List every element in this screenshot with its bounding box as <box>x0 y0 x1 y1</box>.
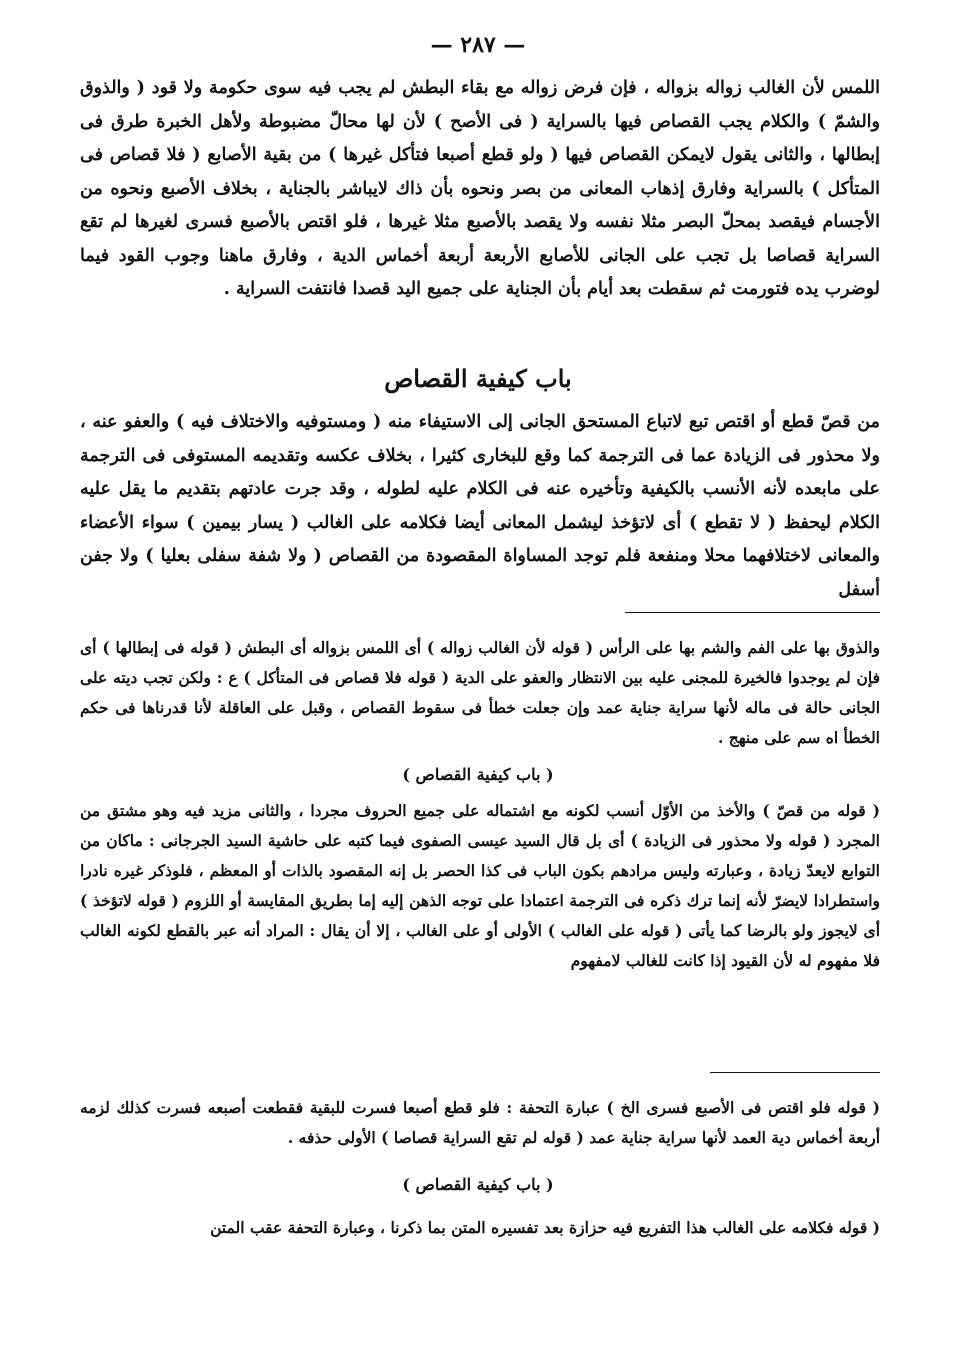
commentary-paragraph: والذوق بها على الفم والشم بها على الرأس ( قوله لأن الغالب زواله ) أى اللمس بزواله أى البطش ( قوله فى إبطالها ) أى فإن لم يوجدوا فالخيرة للمجنى عليه بين الانتظار والعفو على الدية ( قوله فلا قصاص فى المتأكل ) ع : ولكن تجب ديته على الجانى حالة فى ماله لأنها سراية جناية عمد وإن جعلت خطأ فى سقوط القصاص ، وقبل على العاقلة لأنا قدرناها فى حكم الخطأ اه سم على منهج . <box>80 638 880 747</box>
commentary-block-2 <box>80 796 880 976</box>
footnote-divider <box>625 612 880 613</box>
commentary-chapter-heading: ( باب كيفية القصاص ) <box>402 765 554 784</box>
chapter-heading: باب كيفية القصاص <box>384 364 572 393</box>
main-text-paragraph: من قصّ قطع أو اقتص تبع لاتباع المستحق الجانى إلى الاستيفاء منه ( ومستوفيه والاختلاف فيه ) والعفو عنه ، ولا محذور فى الزيادة عما فى الترجمة كما وقع للبخارى كثيرا ، بخلاف عكسه وتقديمه المستوفى فى الترجمة على مابعده لأنه الأنسب بالكيفية وتأخيره عنه فى الكلام عليه لطوله ، وقد جرت عادتهم بتقديم ما يقل عليه الكلام ليحفظ ( لا تقطع ) أى لاتؤخذ ليشمل المعانى أيضا فكلامه على الغالب ( يسار بيمين ) سواء الأعضاء والمعانى لاختلافهما محلا ومنفعة فلم توجد المساواة المقصودة من القصاص ( ولا شفة سفلى بعليا ) ولا جفن أسفل <box>80 412 880 600</box>
commentary-paragraph: ( قوله فلو اقتص فى الأصبع فسرى الخ ) عبارة التحفة : فلو قطع أصبعا فسرت للبقية فقطعت أصبعه فسرت كذلك لزمه أربعة أخماس دية العمد لأنها سراية جناية عمد ( قوله لم تقع السراية قصاصا ) الأولى حذفه . <box>80 1098 880 1147</box>
main-text-paragraph: اللمس لأن الغالب زواله بزواله ، فإن فرض زواله مع بقاء البطش لم يجب فيه سوى حكومة ولا قود ( والذوق والشمّ ) والكلام يجب القصاص فيها بالسراية ( فى الأصح ) لأن لها محالّ مضبوطة ولأهل الخبرة طرق فى إبطالها ، والثانى يقول لايمكن القصاص فيها ( ولو قطع أصبعا فتأكل غيرها ) من بقية الأصابع ( فلا قصاص فى المتأكل ) بالسراية وفارق إذهاب المعانى من بصر ونحوه بأن ذاك لايباشر بالجناية ، بخلاف الأصبع ونحوه من الأجسام فيقصد بمحلّ البصر مثلا نفسه ولا يقصد بالأصبع مثلا غيرها ، فلو اقتص بالأصبع فسرى لغيرها لم تقع السراية قصاصا بل تجب على الجانى للأصابع الأربعة أربعة أخماس الدية ، وفارق ماهنا وجوب القود فيما لوضرب يده فتورمت ثم سقطت بعد أيام بأن الجناية على جميع اليد قصدا فانتفت السراية . <box>80 78 880 299</box>
page-number: — ٢٨٧ — <box>430 32 526 58</box>
commentary-paragraph: ( قوله من قصّ ) والأخذ من الأوّل أنسب لكونه مع اشتماله على جميع الحروف مجردا ، والثانى مزيد فيه وهو مشتق من المجرد ( قوله ولا محذور فى الزيادة ) أى بل قال السيد عيسى الصفوى فيما كتبه على حاشية السيد الجرجانى : ماكان من التوابع لايعدّ زيادة ، وعبارته وليس مرادهم بكون الباب فى كذا الحصر بل إنه المقصود بالذات أو المعظم ، فلوذكر غيره نادرا واستطرادا لايضرّ لأنه إنما ترك ذكره فى الترجمة اعتمادا على توجه الذهن إليه إما بطريق المقايسة أو اللزوم ( قوله لاتؤخذ ) أى لايجوز ولو بالرضا كما يأتى ( قوله على الغالب ) الأولى أو على الغالب ، إلا أن يقال : المراد أنه عبر بالقطع لكونه الغالب فلا مفهوم له لأن القيود إذا كانت للغالب لامفهوم <box>80 801 880 970</box>
commentary-chapter-heading-2: ( باب كيفية القصاص ) <box>402 1175 554 1194</box>
commentary-paragraph: ( قوله فكلامه على الغالب هذا التفريع فيه حزازة بعد تفسيره المتن بما ذكرنا ، وعبارة التحفة عقب المتن <box>210 1218 880 1237</box>
main-text-block-2 <box>80 406 880 607</box>
commentary-block-4 <box>80 1213 880 1243</box>
commentary-block-3 <box>80 1093 880 1153</box>
commentary-block-1 <box>80 633 880 753</box>
main-text-block <box>80 72 880 307</box>
footnote-divider-2 <box>710 1072 880 1073</box>
